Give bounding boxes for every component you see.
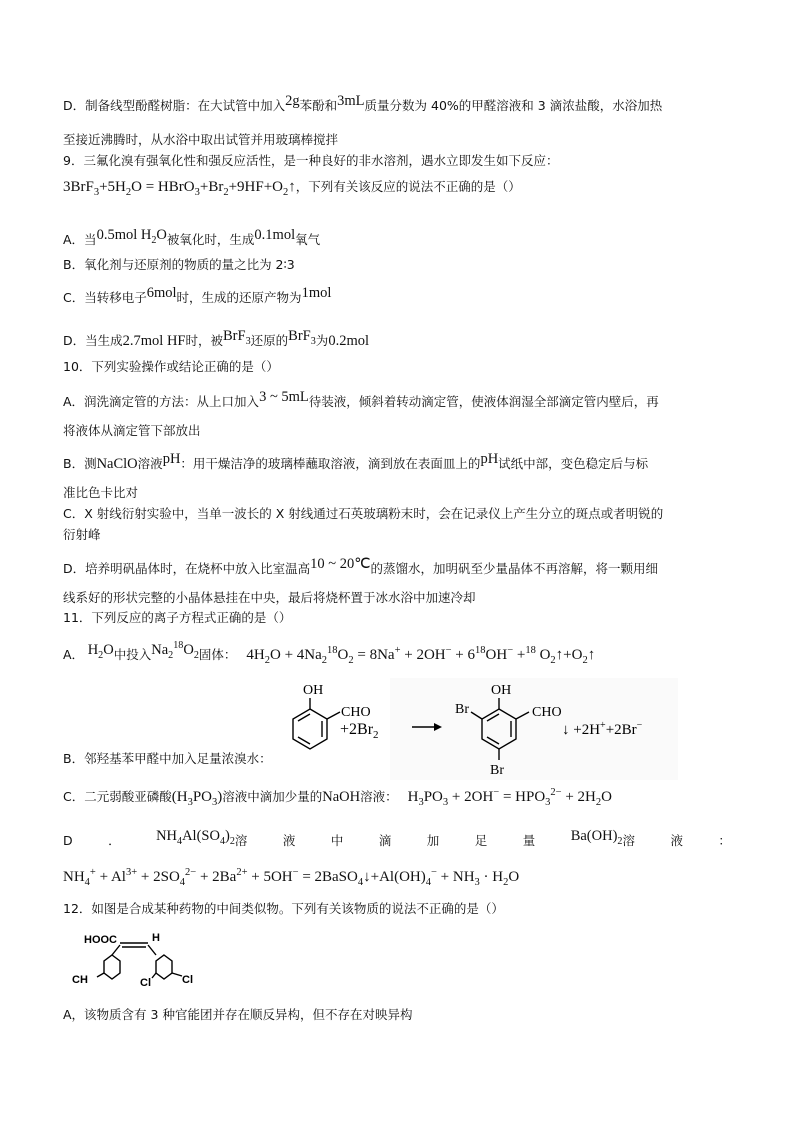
- mol-label: CHO: [341, 705, 371, 720]
- q11-option-b: B．邻羟基苯甲醛中加入足量浓溴水：: [63, 751, 272, 766]
- q9-option-c: C．当转移电子$^{6mol}$时，生成的还原产物为$^{1mol}$: [63, 284, 332, 305]
- q10-option-b-line1: B．测NaClO溶液$^{pH}$：用干燥洁净的玻璃棒蘸取溶液，滴到放在表面皿上的$^{pH}$试纸中部，变色稳定后与标: [63, 450, 649, 472]
- q10-option-d-line1: D．培养明矾晶体时，在烧杯中放入比室温高$^{10 \sim 20℃}$的蒸馏水，加明矾至少量晶体不再溶解，将一颗用细: [63, 555, 659, 576]
- mol-label: HOOC: [84, 934, 117, 946]
- mol-label: OH: [303, 683, 324, 698]
- mol-label: CHO: [532, 705, 562, 720]
- q12-option-a: A，该物质含有 3 种官能团并存在顺反异构，但不存在对映异构: [63, 1007, 413, 1022]
- mol-label: Cl: [182, 974, 193, 986]
- mol-label: $+2Br_2$: [340, 721, 379, 741]
- q10-option-b-line2: 准比色卡比对: [63, 485, 139, 500]
- math-3ml: 3mL: [337, 92, 365, 109]
- drug-intermediate-structure: [70, 928, 220, 990]
- mol-label: Cl: [140, 977, 151, 989]
- q11-stem: 11．下列反应的离子方程式正确的是（）: [63, 610, 292, 625]
- mol-label: H: [152, 932, 160, 944]
- math-2g: 2g: [285, 92, 300, 109]
- q9-option-d: D．当生成2.7mol HF时，被$^{BrF_3}$还原的$^{BrF_3}$为0.2mol: [63, 327, 369, 349]
- salicylaldehyde-bromination-scheme: [290, 676, 680, 782]
- mol-label: OH: [491, 683, 512, 698]
- q9-stem: 9．三氟化溴有强氧化性和强反应活性，是一种良好的非水溶剂，遇水立即发生如下反应：: [63, 153, 559, 168]
- mol-label: Br: [490, 763, 504, 778]
- q11-option-c: C．二元弱酸亚磷酸$(H_3PO_3)$溶液中滴加少量的NaOH溶液： $H_3PO_3 + 2OH^- = HPO_3^{2-} + 2H_2O$: [63, 787, 612, 808]
- q11-option-a: A． $^{H_2O}$中投入$^{Na_2^{18}O_2}$固体： $4H_2O + 4Na_2^{18}O_2 = 8Na^+ + 2OH^- + 6^{18}OH^- +^{18}$ $O_2↑+O_2↑$: [63, 640, 596, 666]
- q8-option-d-line2: 至接近沸腾时，从水浴中取出试管并用玻璃棒搅拌: [63, 132, 339, 147]
- q10-option-c-line2: 衍射峰: [63, 527, 101, 542]
- q11-option-d-line1: D ． $^{NH_4Al(SO_4)_2}$溶 液 中 滴 加 足 量 $^{Ba(OH)_2}$溶 液 ：: [63, 827, 731, 848]
- mol-label: Br: [455, 702, 469, 717]
- equation-brf3-water: $3BrF_3+5H_2O$ = $HBrO_3+Br_2+9HF+O_2↑$: [63, 179, 296, 198]
- q10-option-c-line1: C．X 射线衍射实验中，当单一波长的 X 射线通过石英玻璃粉末时，会在记录仪上产生分立的斑点或者明锐的: [63, 506, 664, 521]
- mol-label: ↓ +2H++2Br−: [562, 720, 643, 738]
- q11-option-d-equation: $NH_4^+ + Al^{3+} + 2SO_4^{2-} + 2Ba^{2+} + 5OH^-$ = $2BaSO_4↓+Al(OH)_4^- + NH_3 \cdot H_2O$: [63, 867, 520, 888]
- q10-stem: 10．下列实验操作或结论正确的是（）: [63, 359, 279, 374]
- mol-label: CH: [72, 974, 88, 986]
- q10-option-d-line2: 线系好的形状完整的小晶体悬挂在中央，最后将烧杯置于冰水浴中加速冷却: [63, 590, 476, 605]
- q9-equation-line: $3BrF_3+5H_2O$ = $HBrO_3+Br_2+9HF+O_2↑$，下列有关该反应的说法不正确的是（）: [63, 179, 521, 198]
- equation-na2o2: $4H_2O + 4Na_2^{18}O_2 = 8Na^+ + 2OH^- + 6^{18}OH^- +^{18}$ $O_2↑+O_2↑$: [246, 645, 596, 666]
- q8-option-d-line1: D．制备线型酚醛树脂：在大试管中加入$^{2g}$苯酚和$^{3mL}$质量分数为 40%的甲醛溶液和 3 滴浓盐酸，水浴加热: [63, 92, 663, 113]
- q12-stem: 12．如图是合成某种药物的中间类似物。下列有关该物质的说法不正确的是（）: [63, 901, 504, 916]
- q9-option-b: B．氧化剂与还原剂的物质的量之比为 2∶3: [63, 257, 295, 272]
- q10-option-a-line2: 将液体从滴定管下部放出: [63, 423, 201, 438]
- q9-option-a: A．当$^{0.5mol}$ $^{H_2O}$被氧化时，生成$^{0.1mol}$氧气: [63, 226, 321, 247]
- q10-option-a-line1: A．润洗滴定管的方法：从上口加入$^{3 \sim 5mL}$待装液，倾斜着转动滴定管，使液体润湿全部滴定管内壁后，再: [63, 388, 659, 409]
- equation-h3po3: $H_3PO_3 + 2OH^- = HPO_3^{2-} + 2H_2O$: [407, 787, 612, 808]
